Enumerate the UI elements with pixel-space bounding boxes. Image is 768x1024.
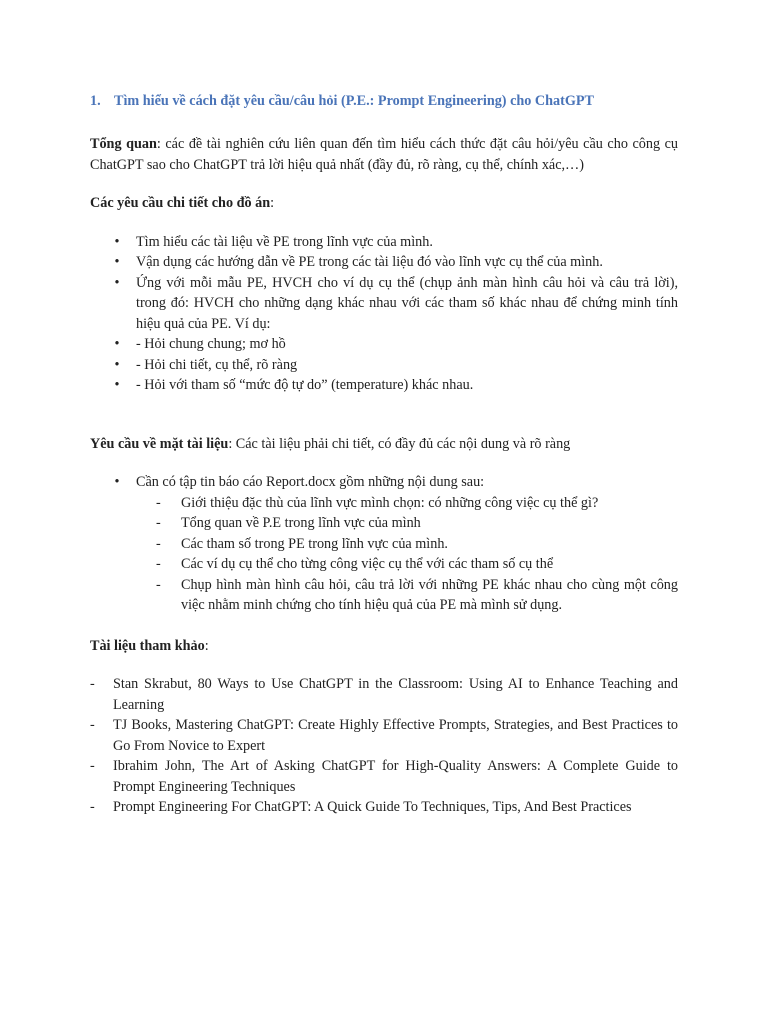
dash-icon: - bbox=[156, 576, 161, 593]
reference-text: Ibrahim John, The Art of Asking ChatGPT for High-Quality Answers: A Complete Guide to Prompt Engineering Techniques bbox=[113, 758, 678, 795]
requirements-label: Các yêu cầu chi tiết cho đồ án bbox=[90, 195, 271, 211]
list-item-text: Cần có tập tin báo cáo Report.docx gồm những nội dung sau: bbox=[136, 474, 485, 490]
sub-list-item bbox=[136, 534, 678, 555]
reference-item bbox=[90, 674, 678, 715]
documents-sublist bbox=[136, 493, 678, 616]
list-item bbox=[90, 252, 678, 273]
reference-text: Prompt Engineering For ChatGPT: A Quick Guide To Techniques, Tips, And Best Practices bbox=[113, 799, 632, 815]
bullet-icon: • bbox=[114, 377, 120, 393]
dash-icon: - bbox=[156, 535, 161, 552]
sub-list-item-text: Giới thiệu đặc thù của lĩnh vực mình chọn: có những công việc cụ thể gì? bbox=[181, 494, 599, 511]
list-item bbox=[90, 375, 678, 396]
bullet-icon: • bbox=[114, 254, 120, 270]
dash-icon: - bbox=[90, 676, 95, 692]
dash-icon: - bbox=[156, 494, 161, 511]
list-item bbox=[90, 355, 678, 376]
list-item-text: Ứng với mỗi mẫu PE, HVCH cho ví dụ cụ thể (chụp ảnh màn hình câu hỏi và câu trả lời), trong đó: HVCH cho những dạng khác nhau với các tham số khác nhau để chứng minh tính hiệu quả của PE. Ví dụ: bbox=[136, 274, 678, 332]
dash-icon: - bbox=[90, 717, 95, 733]
section-number: 1. bbox=[90, 93, 101, 109]
bullet-icon: • bbox=[114, 336, 120, 352]
documents-text: : Các tài liệu phải chi tiết, có đầy đủ các nội dung và rõ ràng bbox=[228, 435, 571, 452]
list-item-text: Vận dụng các hướng dẫn về PE trong các tài liệu đó vào lĩnh vực cụ thể của mình. bbox=[136, 254, 603, 270]
references-colon: : bbox=[204, 637, 209, 654]
reference-text: Stan Skrabut, 80 Ways to Use ChatGPT in the Classroom: Using AI to Enhance Teaching and Learning bbox=[113, 676, 678, 713]
sub-list-item bbox=[136, 554, 678, 575]
references-label: Tài liệu tham khảo bbox=[90, 637, 205, 654]
sub-list-item-text: Các ví dụ cụ thể cho từng công việc cụ thể với các tham số cụ thể bbox=[181, 556, 554, 572]
section-title: Tìm hiểu về cách đặt yêu cầu/câu hỏi (P.E.: Prompt Engineering) cho ChatGPT bbox=[114, 93, 595, 109]
list-item bbox=[90, 334, 678, 355]
dash-icon: - bbox=[156, 515, 161, 531]
document-body bbox=[90, 90, 678, 818]
bullet-icon: • bbox=[114, 356, 120, 373]
sub-list-item bbox=[136, 493, 678, 514]
references-heading bbox=[90, 636, 678, 657]
sub-list-item-text: Tổng quan về P.E trong lĩnh vực của mình bbox=[181, 515, 421, 531]
reference-item bbox=[90, 715, 678, 756]
reference-text: TJ Books, Mastering ChatGPT: Create Highly Effective Prompts, Strategies, and Best Practices to Go From Novice to Expert bbox=[113, 717, 678, 754]
section-heading bbox=[90, 90, 678, 112]
documents-paragraph bbox=[90, 434, 678, 455]
sub-list-item bbox=[136, 513, 678, 534]
sub-list-item-text: Chụp hình màn hình câu hỏi, câu trả lời với những PE khác nhau cho cùng một công việc nhằm minh chứng cho tính hiệu quả của PE mà mình sử dụng. bbox=[181, 576, 678, 613]
sub-list-item-text: Các tham số trong PE trong lĩnh vực của mình. bbox=[181, 535, 448, 552]
reference-item bbox=[90, 797, 678, 818]
bullet-icon: • bbox=[114, 274, 120, 291]
overview-label: Tổng quan bbox=[90, 136, 157, 152]
list-item-text: - Hỏi chi tiết, cụ thể, rõ ràng bbox=[136, 356, 298, 373]
dash-icon: - bbox=[156, 556, 161, 572]
sub-list-item bbox=[136, 575, 678, 616]
dash-icon: - bbox=[90, 799, 95, 815]
references-list bbox=[90, 674, 678, 818]
requirements-list bbox=[90, 232, 678, 396]
bullet-icon: • bbox=[114, 474, 120, 490]
bullet-icon: • bbox=[114, 233, 120, 250]
documents-label: Yêu cầu về mặt tài liệu bbox=[90, 435, 229, 452]
list-item-text: Tìm hiểu các tài liệu về PE trong lĩnh vực của mình. bbox=[136, 233, 433, 250]
dash-icon: - bbox=[90, 758, 95, 774]
reference-item bbox=[90, 756, 678, 797]
list-item-text: - Hỏi với tham số “mức độ tự do” (temperature) khác nhau. bbox=[136, 377, 474, 393]
list-item bbox=[90, 232, 678, 253]
requirements-colon: : bbox=[270, 195, 275, 211]
list-item-text: - Hỏi chung chung; mơ hồ bbox=[136, 336, 286, 352]
requirements-heading bbox=[90, 193, 678, 214]
overview-paragraph bbox=[90, 134, 678, 175]
list-item bbox=[90, 273, 678, 335]
overview-text: : các đề tài nghiên cứu liên quan đến tìm hiểu cách thức đặt câu hỏi/yêu cầu cho công cụ ChatGPT sao cho ChatGPT trả lời hiệu quả nhất (đầy đủ, rõ ràng, cụ thể, chính xác,…) bbox=[90, 136, 678, 173]
list-item bbox=[90, 472, 678, 493]
documents-list bbox=[90, 472, 678, 493]
